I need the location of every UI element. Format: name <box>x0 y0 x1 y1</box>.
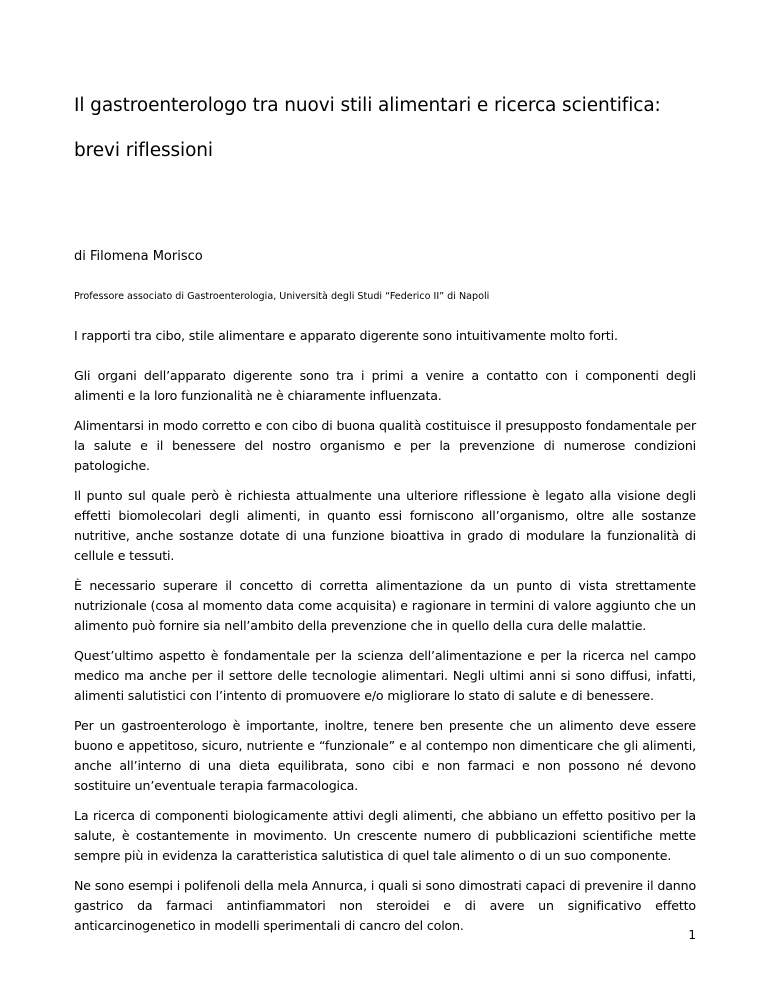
paragraph: È necessario superare il concetto di corretta alimentazione da un punto di vista strettamente nutrizionale (cosa al momento data come acquisita) e ragionare in termini di valore aggiunto che un alimento può fornire sia nell’ambito della prevenzione che in quello della cura delle malattie. <box>74 578 696 633</box>
paragraph: Alimentarsi in modo corretto e con cibo di buona qualità costituisce il presupposto fondamentale per la salute e il benessere del nostro organismo e per la prevenzione di numerose condizioni patologiche. <box>74 418 696 473</box>
paragraph: Per un gastroenterologo è importante, inoltre, tenere ben presente che un alimento deve essere buono e appetitoso, sicuro, nutriente e “funzionale” e al contempo non dimenticare che gli alimenti, anche all’interno di una dieta equilibrata, sono cibi e non farmaci e non possono né devono sostituire un’eventuale terapia farmacologica. <box>74 718 696 793</box>
page-number: 1 <box>688 928 696 942</box>
article-body <box>74 326 696 946</box>
author-affiliation: Professore associato di Gastroenterologia, Università degli Studi “Federico II” di Napoli <box>74 291 490 302</box>
title-line-2: brevi riflessioni <box>74 140 213 161</box>
paragraph: Ne sono esempi i polifenoli della mela Annurca, i quali si sono dimostrati capaci di prevenire il danno gastrico da farmaci antinfiammatori non steroidei e di avere un significativo effetto anticarcinogenetico in modelli sperimentali di cancro del colon. <box>74 878 696 933</box>
paragraph: I rapporti tra cibo, stile alimentare e apparato digerente sono intuitivamente molto forti. <box>74 328 618 343</box>
paragraph: La ricerca di componenti biologicamente attivi degli alimenti, che abbiano un effetto positivo per la salute, è costantemente in movimento. Un crescente numero di pubblicazioni scientifiche mette sempre più in evidenza la caratteristica salutistica di quel tale alimento o di un suo componente. <box>74 808 696 863</box>
title-line-1: Il gastroenterologo tra nuovi stili alimentari e ricerca scientifica: <box>74 95 661 116</box>
paragraph: Gli organi dell’apparato digerente sono tra i primi a venire a contatto con i componenti degli alimenti e la loro funzionalità ne è chiaramente influenzata. <box>74 368 696 403</box>
author-line: di Filomena Morisco <box>74 249 203 264</box>
paragraph: Il punto sul quale però è richiesta attualmente una ulteriore riflessione è legato alla visione degli effetti biomolecolari degli alimenti, in quanto essi forniscono all’organismo, oltre alle sostanze nutritive, anche sostanze dotate di una funzione bioattiva in grado di modulare la funzionalità di cellule e tessuti. <box>74 488 696 563</box>
paragraph: Quest’ultimo aspetto è fondamentale per la scienza dell’alimentazione e per la ricerca nel campo medico ma anche per il settore delle tecnologie alimentari. Negli ultimi anni si sono diffusi, infatti, alimenti salutistici con l’intento di promuovere e/o migliorare lo stato di salute e di benessere. <box>74 648 696 703</box>
